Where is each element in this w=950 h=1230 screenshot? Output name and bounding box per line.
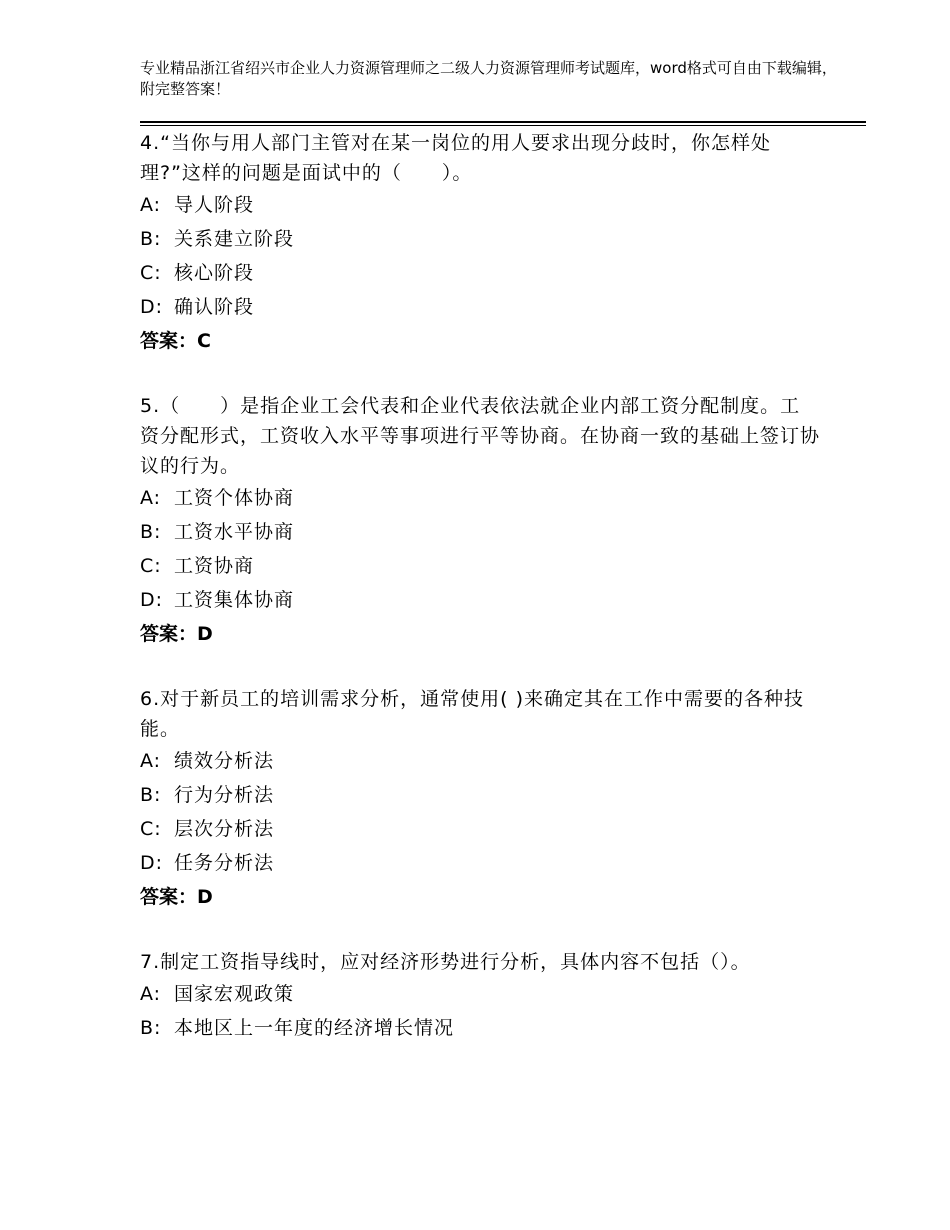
option-text: 核心阶段 xyxy=(174,262,255,284)
question-5 xyxy=(140,391,820,651)
option-letter: D: xyxy=(140,589,164,611)
option-letter: A: xyxy=(140,750,162,772)
option-text: 工资协商 xyxy=(174,555,255,577)
option-b xyxy=(140,222,820,256)
option-d xyxy=(140,583,820,617)
question-text: 7.制定工资指导线时，应对经济形势进行分析，具体内容不包括（）。 xyxy=(140,951,751,973)
option-text: 确认阶段 xyxy=(174,296,255,318)
option-letter: C: xyxy=(140,262,162,284)
option-letter: B: xyxy=(140,228,162,250)
question-text: 5.（ ）是指企业工会代表和企业代表依法就企业内部工资分配制度。工资分配形式，工资收入水平等事项进行平等协商。在协商一致的基础上签订协议的行为。 xyxy=(140,395,821,477)
option-text: 导人阶段 xyxy=(174,194,255,216)
option-text: 本地区上一年度的经济增长情况 xyxy=(174,1017,455,1039)
option-letter: B: xyxy=(140,1017,162,1039)
option-letter: A: xyxy=(140,194,162,216)
option-c xyxy=(140,256,820,290)
question-6 xyxy=(140,684,820,914)
question-7 xyxy=(140,947,820,1045)
option-a xyxy=(140,481,820,515)
option-letter: B: xyxy=(140,784,162,806)
option-letter: B: xyxy=(140,521,162,543)
option-a xyxy=(140,188,820,222)
option-letter: D: xyxy=(140,852,164,874)
header-divider xyxy=(140,121,866,126)
question-text: 6.对于新员工的培训需求分析，通常使用( )来确定其在工作中需要的各种技能。 xyxy=(140,688,804,740)
option-text: 工资水平协商 xyxy=(174,521,295,543)
answer-label: 答案：C xyxy=(140,330,211,352)
option-text: 工资集体协商 xyxy=(174,589,295,611)
option-text: 关系建立阶段 xyxy=(174,228,295,250)
option-d xyxy=(140,290,820,324)
option-letter: C: xyxy=(140,818,162,840)
option-a xyxy=(140,977,820,1011)
option-d xyxy=(140,846,820,880)
option-b xyxy=(140,515,820,549)
question-4 xyxy=(140,128,820,358)
document-header: 专业精品浙江省绍兴市企业人力资源管理师之二级人力资源管理师考试题库，word格式可自由下载编辑，附完整答案！ xyxy=(140,59,837,98)
option-text: 行为分析法 xyxy=(174,784,275,806)
option-text: 国家宏观政策 xyxy=(174,983,295,1005)
option-text: 绩效分析法 xyxy=(174,750,275,772)
option-b xyxy=(140,778,820,812)
option-letter: A: xyxy=(140,983,162,1005)
question-list xyxy=(140,128,820,1078)
option-letter: A: xyxy=(140,487,162,509)
option-c xyxy=(140,812,820,846)
option-text: 层次分析法 xyxy=(174,818,275,840)
answer-label: 答案：D xyxy=(140,886,213,908)
option-a xyxy=(140,744,820,778)
option-text: 任务分析法 xyxy=(174,852,275,874)
option-b xyxy=(140,1011,820,1045)
option-c xyxy=(140,549,820,583)
answer-label: 答案：D xyxy=(140,623,213,645)
question-text: 4.“当你与用人部门主管对在某一岗位的用人要求出现分歧时，你怎样处理?”这样的问题是面试中的（ ）。 xyxy=(140,132,771,184)
option-letter: D: xyxy=(140,296,164,318)
option-letter: C: xyxy=(140,555,162,577)
option-text: 工资个体协商 xyxy=(174,487,295,509)
